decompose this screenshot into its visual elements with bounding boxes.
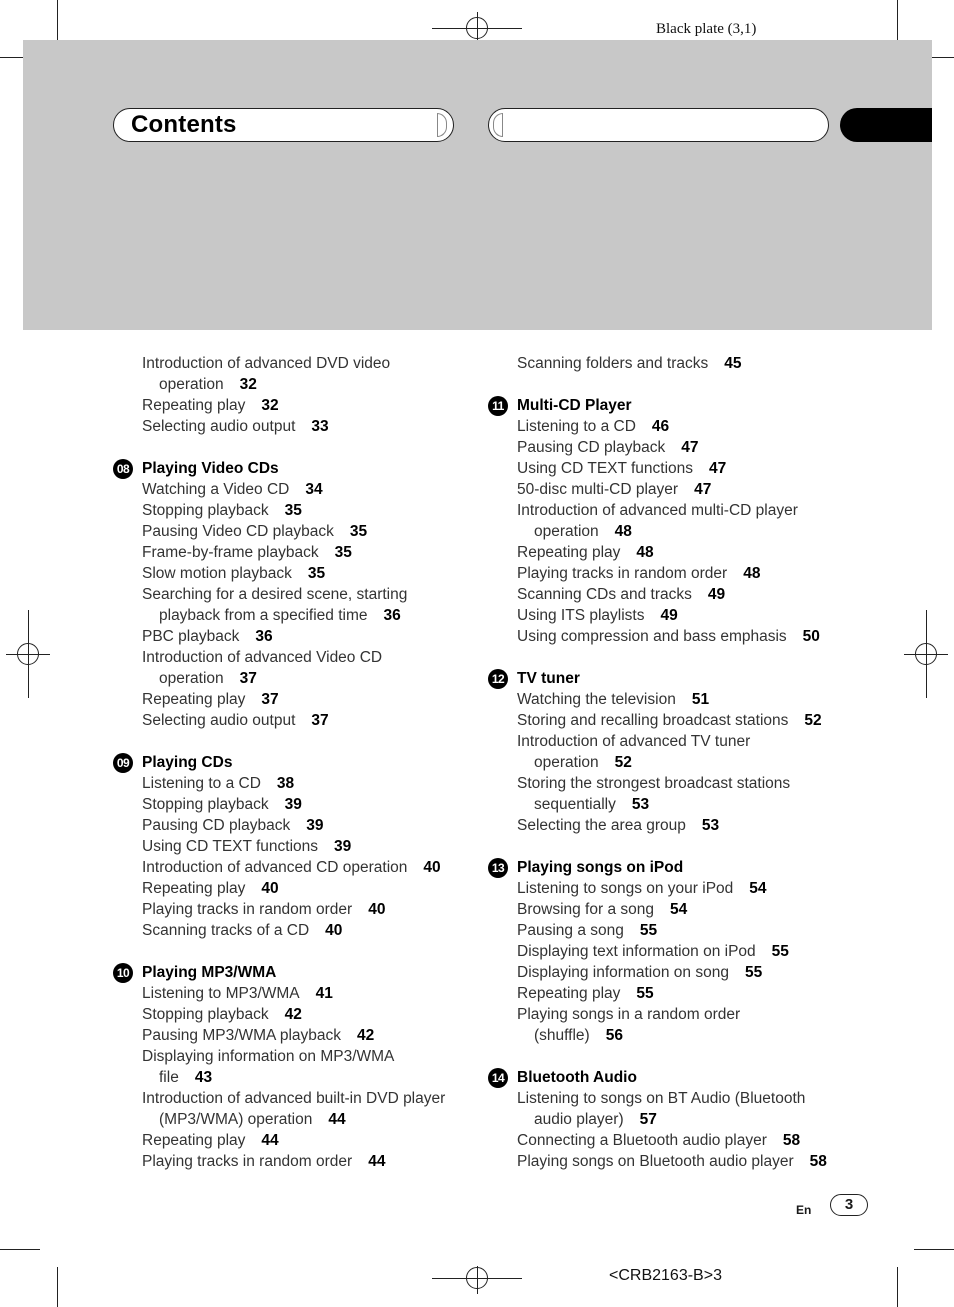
section-heading-text: Playing MP3/WMA (142, 964, 277, 981)
section-heading-text: Playing Video CDs (142, 460, 279, 477)
toc-entry-title: Displaying information on song (517, 964, 729, 981)
toc-entry-title-continued: operation (534, 754, 599, 771)
toc-entry-page: 57 (639, 1111, 657, 1128)
toc-entry-title: Repeating play (517, 985, 621, 1002)
toc-entry-page: 53 (631, 796, 650, 813)
toc-entry-page: 37 (239, 670, 257, 687)
section-tab-marker (840, 108, 932, 142)
toc-entry[interactable] (142, 857, 472, 878)
toc-entry-title: Selecting audio output (142, 418, 296, 435)
toc-entry[interactable] (142, 878, 472, 899)
toc-entry-page: 32 (239, 376, 257, 393)
toc-entry-page: 56 (605, 1027, 623, 1044)
toc-entry-title: Pausing MP3/WMA playback (142, 1027, 342, 1044)
section-heading (116, 458, 472, 479)
toc-entry-page: 39 (284, 796, 302, 813)
toc-entry-title-continued: sequentially (534, 796, 616, 813)
toc-entry-page: 36 (255, 628, 273, 645)
toc-entry-title: Repeating play (142, 691, 246, 708)
toc-entry[interactable] (142, 1088, 472, 1130)
toc-entry-title: Listening to songs on BT Audio (Bluetooth (517, 1090, 806, 1107)
toc-entry-page: 55 (744, 964, 763, 981)
toc-entry-title-continued: operation (534, 523, 599, 540)
toc-entry[interactable] (517, 353, 847, 374)
toc-entry-title: Displaying information on MP3/WMA (142, 1048, 395, 1065)
toc-entry-page: 55 (771, 943, 789, 960)
toc-entry-page: 36 (383, 607, 401, 624)
toc-section (142, 353, 472, 437)
toc-entry[interactable] (517, 710, 847, 731)
toc-entry-page: 37 (311, 712, 329, 729)
header-band (23, 40, 932, 330)
toc-entry-page: 58 (809, 1153, 827, 1170)
toc-entry[interactable] (142, 584, 472, 626)
toc-entry-title: Pausing CD playback (517, 439, 666, 456)
toc-entry-title: Introduction of advanced built-in DVD player (142, 1090, 446, 1107)
toc-entry-page: 35 (307, 565, 326, 582)
toc-entry-page: 40 (325, 922, 343, 939)
toc-entry-title: Storing and recalling broadcast stations (517, 712, 789, 729)
language-label: En (796, 1203, 812, 1217)
toc-entry-title: Watching a Video CD (142, 481, 290, 498)
toc-entry-page: 44 (261, 1132, 279, 1149)
toc-entry[interactable] (517, 500, 847, 542)
toc-entry[interactable] (142, 542, 472, 563)
toc-section (116, 458, 472, 731)
toc-entry-title: Listening to songs on your iPod (517, 880, 734, 897)
toc-entry[interactable] (517, 1088, 847, 1130)
section-heading-text: TV tuner (517, 670, 580, 687)
section-frame (488, 108, 829, 142)
toc-entry-title: Playing tracks in random order (142, 901, 353, 918)
section-heading (116, 752, 472, 773)
toc-entry-title-continued: file (159, 1069, 179, 1086)
toc-entry[interactable] (517, 479, 847, 500)
toc-entry[interactable] (517, 437, 847, 458)
toc-entry[interactable] (517, 899, 847, 920)
toc-entry-page: 42 (284, 1006, 302, 1023)
toc-entry-page: 35 (284, 502, 302, 519)
toc-section (491, 668, 847, 836)
toc-entry-title: Selecting the area group (517, 817, 686, 834)
toc-entry[interactable] (517, 1151, 847, 1172)
section-number-badge: 09 (113, 753, 133, 773)
toc-entry-title: Playing tracks in random order (142, 1153, 353, 1170)
toc-entry-title: Listening to MP3/WMA (142, 985, 300, 1002)
toc-entry-title: Slow motion playback (142, 565, 292, 582)
toc-entry[interactable] (142, 1046, 472, 1088)
toc-entry[interactable] (517, 542, 847, 563)
toc-entry-title: Playing songs on Bluetooth audio player (517, 1153, 794, 1170)
toc-entry[interactable] (142, 479, 472, 500)
toc-entry-title: Listening to a CD (142, 775, 261, 792)
toc-entry[interactable] (517, 962, 847, 983)
toc-entry-page: 54 (670, 901, 688, 918)
toc-entry-page: 35 (349, 523, 368, 540)
toc-entry[interactable] (142, 563, 472, 584)
toc-entry-title-continued: audio player) (534, 1111, 624, 1128)
toc-entry-title: Introduction of advanced TV tuner (517, 733, 751, 750)
toc-entry-page: 48 (614, 523, 632, 540)
toc-entry[interactable] (142, 794, 472, 815)
toc-entry-page: 55 (636, 985, 654, 1002)
toc-entry-title: Using ITS playlists (517, 607, 645, 624)
section-heading-text: Bluetooth Audio (517, 1069, 637, 1086)
section-heading (491, 1067, 847, 1088)
toc-entry-page: 47 (681, 439, 699, 456)
toc-entry-page: 48 (743, 565, 761, 582)
toc-entry[interactable] (517, 563, 847, 584)
toc-entry-title-continued: operation (159, 670, 224, 687)
page-number: 3 (830, 1194, 868, 1216)
toc-entry[interactable] (517, 1004, 847, 1046)
section-number-badge: 13 (488, 858, 508, 878)
toc-entry[interactable] (142, 521, 472, 542)
toc-entry-page: 42 (357, 1027, 375, 1044)
toc-entry-title: Displaying text information on iPod (517, 943, 756, 960)
toc-entry-title: Introduction of advanced CD operation (142, 859, 408, 876)
toc-entry-title: Watching the television (517, 691, 676, 708)
toc-entry-page: 46 (651, 418, 670, 435)
toc-entry-page: 45 (724, 355, 742, 372)
toc-entry-page: 32 (261, 397, 279, 414)
toc-entry[interactable] (142, 836, 472, 857)
toc-entry-page: 47 (709, 460, 727, 477)
toc-entry[interactable] (142, 983, 472, 1004)
toc-entry[interactable] (142, 815, 472, 836)
toc-entry-page: 33 (311, 418, 329, 435)
section-number-badge: 11 (488, 396, 508, 416)
toc-section (116, 752, 472, 941)
toc-entry-page: 40 (261, 880, 279, 897)
toc-entry-title: Stopping playback (142, 502, 269, 519)
toc-entry-title: Repeating play (517, 544, 621, 561)
toc-entry[interactable] (517, 689, 847, 710)
toc-entry-page: 40 (368, 901, 386, 918)
toc-entry[interactable] (517, 416, 847, 437)
toc-entry-page: 55 (639, 922, 658, 939)
toc-entry[interactable] (142, 416, 472, 437)
toc-entry-title: Using CD TEXT functions (142, 838, 319, 855)
toc-entry-title: Frame-by-frame playback (142, 544, 319, 561)
toc-entry-title: Playing songs in a random order (517, 1006, 741, 1023)
toc-entry[interactable] (142, 353, 472, 395)
toc-entry[interactable] (517, 1130, 847, 1151)
toc-entry-title: Pausing CD playback (142, 817, 291, 834)
toc-entry[interactable] (517, 920, 847, 941)
toc-entry-page: 51 (691, 691, 710, 708)
toc-entry[interactable] (517, 878, 847, 899)
toc-entry-page: 48 (636, 544, 654, 561)
toc-entry-title: Stopping playback (142, 1006, 269, 1023)
toc-entry[interactable] (142, 1004, 472, 1025)
toc-entry[interactable] (517, 815, 847, 836)
plate-label: Black plate (3,1) (656, 21, 757, 37)
section-number-badge: 12 (488, 669, 508, 689)
toc-entry[interactable] (142, 920, 472, 941)
toc-entry-page: 43 (194, 1069, 213, 1086)
toc-entry-title: Connecting a Bluetooth audio player (517, 1132, 767, 1149)
toc-section (492, 395, 847, 647)
toc-entry-title: Browsing for a song (517, 901, 654, 918)
toc-entry-title-continued: playback from a specified time (159, 607, 368, 624)
toc-section (116, 962, 472, 1172)
section-heading-text: Playing songs on iPod (517, 859, 684, 876)
toc-entry-title-continued: (MP3/WMA) operation (159, 1111, 313, 1128)
toc-entry[interactable] (517, 983, 847, 1004)
toc-entry-title: Selecting audio output (142, 712, 296, 729)
toc-entry-page: 50 (802, 628, 820, 645)
toc-entry-title-continued: (shuffle) (534, 1027, 590, 1044)
toc-entry-page: 34 (305, 481, 323, 498)
toc-entry-title: 50-disc multi-CD player (517, 481, 679, 498)
toc-entry[interactable] (517, 626, 847, 647)
toc-entry-page: 54 (749, 880, 767, 897)
section-heading-text: Playing CDs (142, 754, 233, 771)
toc-entry[interactable] (142, 1130, 472, 1151)
toc-entry[interactable] (142, 773, 472, 794)
toc-entry-title: Introduction of advanced multi-CD player (517, 502, 798, 519)
toc-entry-page: 40 (423, 859, 441, 876)
section-heading (491, 857, 847, 878)
toc-entry[interactable] (142, 647, 472, 689)
toc-section (517, 353, 847, 374)
toc-entry-page: 47 (694, 481, 712, 498)
toc-entry-title: Storing the strongest broadcast stations (517, 775, 791, 792)
toc-entry-page: 58 (782, 1132, 801, 1149)
page-title: Contents (131, 111, 237, 138)
toc-right-column (491, 353, 847, 1193)
toc-left-column (116, 353, 472, 1193)
toc-entry-title: Scanning folders and tracks (517, 355, 709, 372)
toc-entry-page: 52 (804, 712, 822, 729)
toc-entry-title: Using compression and bass emphasis (517, 628, 787, 645)
toc-entry-page: 52 (614, 754, 632, 771)
toc-entry-page: 35 (334, 544, 352, 561)
toc-entry-page: 41 (315, 985, 333, 1002)
toc-entry-title: PBC playback (142, 628, 240, 645)
toc-entry-title: Introduction of advanced DVD video (142, 355, 391, 372)
toc-entry[interactable] (517, 458, 847, 479)
toc-entry-page: 39 (334, 838, 352, 855)
toc-entry-page: 44 (368, 1153, 386, 1170)
toc-entry[interactable] (142, 689, 472, 710)
section-heading (492, 395, 847, 416)
toc-entry[interactable] (142, 500, 472, 521)
toc-entry[interactable] (142, 1025, 472, 1046)
toc-entry[interactable] (517, 605, 847, 626)
toc-entry-title: Repeating play (142, 397, 246, 414)
toc-entry-page: 49 (707, 586, 726, 603)
toc-entry-title: Repeating play (142, 880, 246, 897)
toc-entry-title: Repeating play (142, 1132, 246, 1149)
toc-entry[interactable] (517, 941, 847, 962)
section-number-badge: 10 (113, 963, 133, 983)
toc-entry-title: Using CD TEXT functions (517, 460, 694, 477)
toc-entry[interactable] (517, 731, 847, 773)
toc-entry-title: Introduction of advanced Video CD (142, 649, 383, 666)
section-heading-text: Multi-CD Player (517, 397, 632, 414)
section-number-badge: 08 (113, 459, 133, 479)
footer-code: <CRB2163-B>3 (609, 1267, 722, 1284)
section-heading (491, 668, 847, 689)
toc-entry[interactable] (142, 1151, 472, 1172)
toc-entry-page: 37 (261, 691, 279, 708)
toc-entry-page: 38 (276, 775, 295, 792)
toc-entry-title: Stopping playback (142, 796, 269, 813)
toc-entry[interactable] (142, 899, 472, 920)
toc-entry-title: Pausing a song (517, 922, 624, 939)
toc-entry-title: Scanning tracks of a CD (142, 922, 310, 939)
toc-entry-page: 53 (701, 817, 720, 834)
toc-entry-title-continued: operation (159, 376, 224, 393)
toc-entry[interactable] (142, 395, 472, 416)
toc-entry-page: 39 (306, 817, 324, 834)
toc-entry[interactable] (142, 626, 472, 647)
section-heading (116, 962, 472, 983)
toc-entry-page: 49 (660, 607, 678, 624)
toc-entry-title: Pausing Video CD playback (142, 523, 334, 540)
toc-entry[interactable] (142, 710, 472, 731)
toc-entry-title: Scanning CDs and tracks (517, 586, 692, 603)
toc-section (491, 1067, 847, 1172)
toc-entry-title: Searching for a desired scene, starting (142, 586, 408, 603)
toc-entry[interactable] (517, 773, 847, 815)
toc-section (491, 857, 847, 1046)
toc-entry-title: Listening to a CD (517, 418, 636, 435)
toc-entry[interactable] (517, 584, 847, 605)
toc-entry-title: Playing tracks in random order (517, 565, 728, 582)
toc-entry-page: 44 (328, 1111, 346, 1128)
section-number-badge: 14 (488, 1068, 508, 1088)
